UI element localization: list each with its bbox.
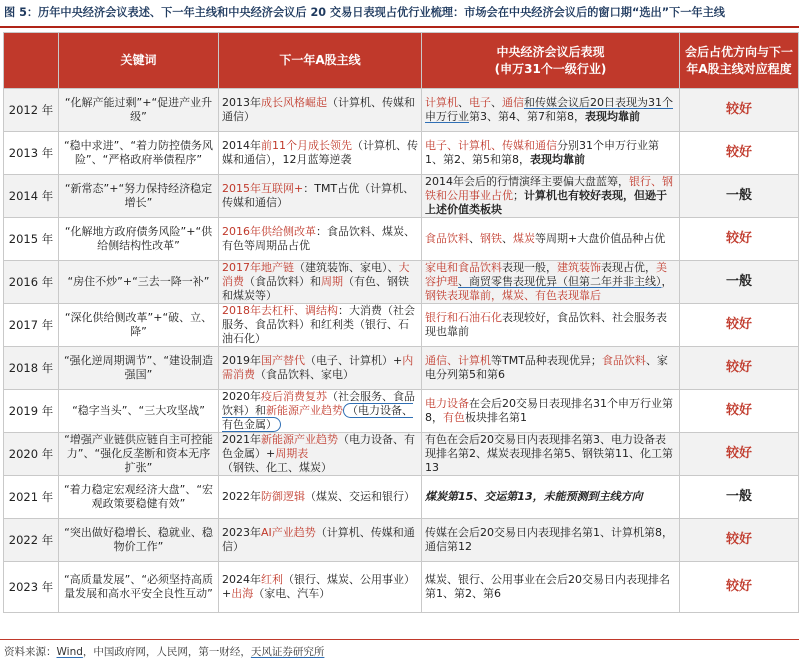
- cell-next-year-line: [219, 261, 422, 304]
- header-match-degree: 会后占优方向与下一年A股主线对应程度: [680, 33, 799, 89]
- cell-keywords: “高质量发展”、“必须坚持高质量发展和高水平安全良性互动”: [59, 562, 219, 613]
- cell-next-year-line-segment: ：大消费（社会服务、食品饮料）和红利类（银行、石油石化）: [222, 304, 415, 345]
- cell-post-meeting-perf-segment: 分别31个申万行业第1、第2、第5和第8，: [425, 139, 659, 166]
- cell-post-meeting-perf: [422, 175, 680, 218]
- header-year: [4, 33, 59, 89]
- cell-next-year-line-segment: （计算机、传媒和通信）: [222, 96, 415, 123]
- cell-match-degree: 较好: [680, 347, 799, 390]
- cell-post-meeting-perf-segment: 传媒在会后20交易日内表现排名第1、计算机第8，通信第12: [425, 526, 673, 553]
- source-prefix: 资料来源：: [4, 646, 57, 658]
- table-row: [4, 519, 799, 562]
- cell-post-meeting-perf-segment: 表现一般，: [502, 261, 557, 274]
- cell-year: 2017 年: [4, 304, 59, 347]
- cell-year: 2021 年: [4, 476, 59, 519]
- cell-next-year-line-segment: 2017年地产链: [222, 261, 294, 274]
- cell-post-meeting-perf-segment: 煤炭: [513, 232, 535, 245]
- cell-post-meeting-perf-segment: 电子、计算机、传媒和通信: [425, 139, 557, 152]
- cell-next-year-line-segment: （计算机、传媒和通信），12月蓝筹逆袭: [222, 139, 418, 166]
- cell-next-year-line-segment: （食品饮料、家电）: [255, 368, 354, 381]
- cell-next-year-line: [219, 476, 422, 519]
- cell-keywords: “稳字当头”、“三大攻坚战”: [59, 390, 219, 433]
- cell-match-degree: 较好: [680, 562, 799, 613]
- cell-post-meeting-perf-segment: 食品饮料: [425, 232, 469, 245]
- cell-next-year-line: [219, 89, 422, 132]
- cell-post-meeting-perf: [422, 304, 680, 347]
- cell-post-meeting-perf: [422, 347, 680, 390]
- cell-match-degree: 较好: [680, 218, 799, 261]
- cell-next-year-line-segment: 2015年互联网+: [222, 182, 304, 195]
- source-divider: [0, 639, 799, 640]
- header-perf-subtitle: (申万31个一级行业): [494, 61, 607, 76]
- cell-next-year-line-segment: （食品饮料）和: [244, 275, 321, 288]
- cell-post-meeting-perf-segment: 表现较好，食品饮料、社会服务表现也靠前: [425, 311, 667, 338]
- source-rest: ，中国政府网，人民网，第一财经，: [82, 646, 251, 658]
- table-row: [4, 218, 799, 261]
- cell-keywords: “房住不炒”+“三去一降一补”: [59, 261, 219, 304]
- cell-next-year-line-segment: （电子、计算机）+: [305, 354, 403, 367]
- cell-post-meeting-perf-segment: 第3、第4、第7和第8，: [469, 110, 585, 123]
- cell-post-meeting-perf-segment: 煤炭第15、交运第13，未能预测到主线方向: [425, 490, 643, 503]
- cell-next-year-line-segment: （计算机、传媒和通信）: [222, 526, 415, 553]
- cell-post-meeting-perf-segment: 食品饮料: [601, 354, 646, 367]
- source-wind: Wind: [56, 646, 83, 658]
- table-row: [4, 390, 799, 433]
- cell-post-meeting-perf-segment: 有色在会后20交易日内表现排名第3、电力设备表现排名第2、煤炭表现排名第5、钢铁第11、化工第13: [425, 433, 673, 474]
- cell-post-meeting-perf-segment: 、: [491, 96, 502, 109]
- cell-next-year-line-segment: （电力设备、有色金属）+: [222, 433, 415, 460]
- cell-match-degree: 较好: [680, 304, 799, 347]
- cell-next-year-line-segment: （煤炭、交运和银行）: [305, 490, 415, 503]
- cell-next-year-line-segment: 防御逻辑: [261, 490, 305, 503]
- cell-next-year-line-segment: （钢铁、化工、煤炭）: [222, 461, 332, 474]
- cell-match-degree: 一般: [680, 476, 799, 519]
- cell-match-degree: 一般: [680, 175, 799, 218]
- cell-next-year-line-segment: 国产替代: [261, 354, 305, 367]
- cell-post-meeting-perf-segment: 、家电分列第5和第6: [425, 354, 668, 381]
- cell-post-meeting-perf-segment: 表现占优，: [601, 261, 656, 274]
- cell-post-meeting-perf-segment: 、: [469, 232, 480, 245]
- cell-next-year-line: [219, 347, 422, 390]
- header-post-meeting-perf: [422, 33, 680, 89]
- cell-post-meeting-perf-segment: 和传媒会议后20日表现为31个申万行业: [425, 96, 673, 123]
- cell-post-meeting-perf-segment: ，: [661, 275, 673, 288]
- cell-next-year-line: [219, 304, 422, 347]
- source-org: 天风证券研究所: [250, 646, 325, 658]
- cell-next-year-line: [219, 132, 422, 175]
- cell-next-year-line-segment: 疫后消费复苏: [261, 390, 327, 403]
- cell-match-degree: 较好: [680, 89, 799, 132]
- cell-post-meeting-perf: [422, 433, 680, 476]
- cell-next-year-line: [219, 390, 422, 433]
- cell-post-meeting-perf: [422, 261, 680, 304]
- cell-post-meeting-perf-segment: 有色: [443, 411, 465, 424]
- cell-post-meeting-perf-segment: 在会后20交易日表现排名31个申万行业第8，: [425, 397, 673, 424]
- cell-match-degree: 较好: [680, 519, 799, 562]
- table-row: [4, 261, 799, 304]
- cell-keywords: “化解地方政府债务风险”+“供给侧结构性改革”: [59, 218, 219, 261]
- cell-next-year-line: [219, 562, 422, 613]
- cell-next-year-line-segment: （建筑装饰、家电）、: [294, 261, 399, 274]
- cell-post-meeting-perf-segment: 家电和食品饮料: [425, 261, 502, 274]
- cell-post-meeting-perf-segment: 通信、计算机: [425, 354, 491, 367]
- cell-next-year-line-segment: （电力设备、有色金属）: [222, 404, 413, 431]
- figure-title: 图 5：历年中央经济会议表述、下一年主线和中央经济会议后 20 交易日表现占优行业梳理：市场会在中央经济会议后的窗口期“选出”下一年主线: [4, 6, 725, 19]
- table-row: [4, 562, 799, 613]
- cell-next-year-line-segment: 前11个月成长领先: [261, 139, 352, 152]
- cell-next-year-line-segment: （家电、汽车）: [253, 587, 331, 600]
- cell-next-year-line-segment: AI产业趋势: [261, 526, 316, 539]
- cell-post-meeting-perf-segment: 电子: [469, 96, 491, 109]
- cell-year: 2012 年: [4, 89, 59, 132]
- cell-next-year-line-segment: （社会服务、食品饮料）和: [222, 390, 415, 417]
- cell-match-degree: 一般: [680, 261, 799, 304]
- cell-post-meeting-perf-segment: 银行、钢铁和公用事业占优: [425, 175, 673, 202]
- cell-post-meeting-perf: [422, 132, 680, 175]
- cell-next-year-line-segment: 2021年: [222, 433, 261, 446]
- cell-next-year-line: [219, 218, 422, 261]
- cell-keywords: “强化逆周期调节”、“建设制造强国”: [59, 347, 219, 390]
- cell-keywords: “化解产能过剩”+“促进产业升级”: [59, 89, 219, 132]
- cell-next-year-line-segment: （有色、钢铁和煤炭等）: [222, 275, 409, 302]
- cell-keywords: “稳中求进”、“着力防控债务风险”、“严格政府举债程序”: [59, 132, 219, 175]
- cell-keywords: “着力稳定宏观经济大盘”、“宏观政策要稳健有效”: [59, 476, 219, 519]
- cell-post-meeting-perf-segment: 电力设备: [425, 397, 469, 410]
- table-row: [4, 433, 799, 476]
- cell-post-meeting-perf: [422, 218, 680, 261]
- title-divider: [0, 26, 799, 28]
- cell-post-meeting-perf-segment: 钢铁表现靠前，煤炭、有色表现靠后: [425, 289, 601, 302]
- cell-year: 2015 年: [4, 218, 59, 261]
- cell-post-meeting-perf-segment: 美容护理: [425, 261, 667, 288]
- cell-post-meeting-perf-segment: 2014年会后的行情演绎主要偏大盘蓝筹，: [425, 175, 629, 188]
- cell-next-year-line: [219, 175, 422, 218]
- cell-post-meeting-perf: [422, 519, 680, 562]
- cell-post-meeting-perf-segment: 、商贸零售表现优异（但第二年并非主线）: [458, 275, 662, 288]
- source-note: [4, 642, 795, 662]
- cell-next-year-line-segment: ：食品饮料、煤炭、有色等周期品占优: [222, 225, 415, 252]
- cell-keywords: “深化供给侧改革”+“破、立、降”: [59, 304, 219, 347]
- cell-match-degree: 较好: [680, 433, 799, 476]
- table-row: [4, 175, 799, 218]
- table-row: [4, 132, 799, 175]
- cell-post-meeting-perf-segment: 钢铁: [480, 232, 502, 245]
- cell-next-year-line-segment: （银行、煤炭、公用事业）+: [222, 573, 415, 600]
- cell-next-year-line-segment: 内需消费: [222, 354, 414, 381]
- cell-next-year-line-segment: 2022年: [222, 490, 261, 503]
- cell-post-meeting-perf-segment: 等TMT品种表现优异；: [491, 354, 602, 367]
- cell-year: 2018 年: [4, 347, 59, 390]
- cell-next-year-line-segment: 新能源产业趋势: [261, 433, 338, 446]
- cell-keywords: “增强产业链供应链自主可控能力”、“强化反垄断和资本无序扩张”: [59, 433, 219, 476]
- header-next-year-line: 下一年A股主线: [219, 33, 422, 89]
- cell-next-year-line-segment: 2014年: [222, 139, 261, 152]
- table-row: [4, 347, 799, 390]
- table-row: [4, 89, 799, 132]
- cell-post-meeting-perf-segment: ；: [513, 189, 524, 202]
- cell-post-meeting-perf-segment: 建筑装饰: [557, 261, 601, 274]
- cell-post-meeting-perf-segment: 、: [458, 96, 469, 109]
- cell-next-year-line-segment: 2018年去杠杆、调结构: [222, 304, 338, 317]
- cell-post-meeting-perf-segment: 煤炭、银行、公用事业在会后20交易日内表现排名第1、第2、第6: [425, 573, 670, 600]
- cell-match-degree: 较好: [680, 390, 799, 433]
- cell-year: 2020 年: [4, 433, 59, 476]
- cell-next-year-line-segment: 2013年: [222, 96, 261, 109]
- cell-post-meeting-perf-segment: 等周期+大盘价值品种占优: [535, 232, 666, 245]
- cell-post-meeting-perf: [422, 476, 680, 519]
- cell-next-year-line-segment: 成长风格崛起: [261, 96, 327, 109]
- header-perf-title: 中央经济会议后表现: [496, 44, 605, 59]
- table-row: [4, 476, 799, 519]
- cell-next-year-line-segment: 2019年: [222, 354, 261, 367]
- cell-next-year-line-segment: 2020年: [222, 390, 261, 403]
- cell-next-year-line-segment: 2024年: [222, 573, 261, 586]
- cell-next-year-line-segment: 大消费: [222, 261, 410, 288]
- header-keywords: 关键词: [59, 33, 219, 89]
- cell-post-meeting-perf-segment: 计算机: [425, 96, 458, 109]
- cell-next-year-line-segment: 红利: [261, 573, 283, 586]
- cell-next-year-line-segment: 新能源产业趋势: [266, 404, 343, 417]
- cell-keywords: “突出做好稳增长、稳就业、稳物价工作”: [59, 519, 219, 562]
- cell-post-meeting-perf-segment: 、: [502, 232, 513, 245]
- cell-year: 2019 年: [4, 390, 59, 433]
- cell-post-meeting-perf-segment: 板块排名第1: [465, 411, 527, 424]
- cell-next-year-line-segment: 周期表: [275, 447, 309, 460]
- cell-next-year-line-segment: 2016年供给侧改革: [222, 225, 316, 238]
- cell-keywords: “新常态”+“努力保持经济稳定增长”: [59, 175, 219, 218]
- cell-next-year-line-segment: 出海: [231, 587, 254, 600]
- cell-year: 2023 年: [4, 562, 59, 613]
- cell-post-meeting-perf-segment: 银行和石油石化: [425, 311, 502, 324]
- cell-post-meeting-perf-segment: 表现均靠前: [530, 153, 585, 166]
- cell-post-meeting-perf: [422, 562, 680, 613]
- cell-next-year-line-segment: 2023年: [222, 526, 261, 539]
- mainline-table: [3, 32, 799, 613]
- cell-post-meeting-perf-segment: 表现均靠前: [585, 110, 640, 123]
- cell-year: 2014 年: [4, 175, 59, 218]
- cell-year: 2022 年: [4, 519, 59, 562]
- cell-post-meeting-perf-segment: 通信: [502, 96, 524, 109]
- cell-year: 2013 年: [4, 132, 59, 175]
- cell-post-meeting-perf: [422, 89, 680, 132]
- cell-next-year-line-segment: ：TMT占优（计算机、传媒和通信）: [222, 182, 415, 209]
- cell-next-year-line: [219, 433, 422, 476]
- cell-next-year-line: [219, 519, 422, 562]
- header-row: [4, 33, 799, 89]
- cell-post-meeting-perf: [422, 390, 680, 433]
- cell-post-meeting-perf-segment: 计算机也有较好表现，但逊于上述价值类板块: [425, 189, 667, 216]
- cell-year: 2016 年: [4, 261, 59, 304]
- table-row: [4, 304, 799, 347]
- cell-next-year-line-segment: 周期: [321, 275, 343, 288]
- cell-match-degree: 较好: [680, 132, 799, 175]
